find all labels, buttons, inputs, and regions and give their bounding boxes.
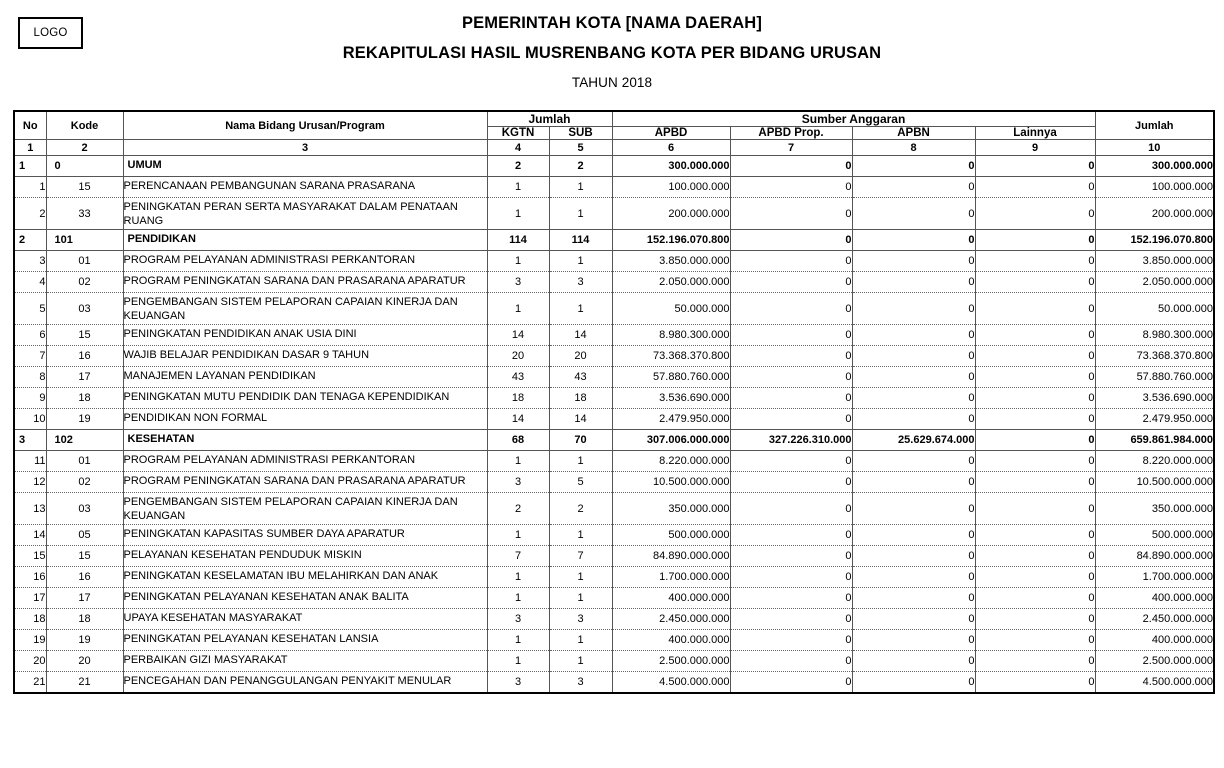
cell-sub: 2	[549, 493, 612, 525]
cell-apbn: 0	[852, 546, 975, 567]
cell-kgtn: 1	[487, 251, 549, 272]
cell-apbd-prop: 0	[730, 325, 852, 346]
col-header-sub: SUB	[549, 127, 612, 140]
cell-lainnya: 0	[975, 672, 1095, 693]
cell-kgtn: 114	[487, 230, 549, 251]
cell-apbd: 152.196.070.800	[612, 230, 730, 251]
cell-apbd-prop: 0	[730, 451, 852, 472]
cell-apbn: 0	[852, 325, 975, 346]
col-header-jumlah-total: Jumlah	[1095, 111, 1214, 140]
header-row-main	[14, 111, 1214, 127]
cell-no: 7	[14, 346, 46, 367]
cell-nama: PERENCANAAN PEMBANGUNAN SARANA PRASARANA	[123, 177, 487, 198]
cell-apbn: 0	[852, 409, 975, 430]
cell-apbd: 2.479.950.000	[612, 409, 730, 430]
cell-sub: 18	[549, 388, 612, 409]
cell-kode: 02	[46, 272, 123, 293]
cell-jumlah: 2.450.000.000	[1095, 609, 1214, 630]
cell-nama: PENDIDIKAN	[123, 230, 487, 251]
cell-apbn: 0	[852, 272, 975, 293]
cell-apbd-prop: 0	[730, 177, 852, 198]
cell-nama: PENINGKATAN PERAN SERTA MASYARAKAT DALAM PENATAAN RUANG	[123, 198, 487, 230]
col-header-lainnya: Lainnya	[975, 127, 1095, 140]
cell-apbd-prop: 0	[730, 272, 852, 293]
cell-jumlah: 3.536.690.000	[1095, 388, 1214, 409]
cell-jumlah: 84.890.000.000	[1095, 546, 1214, 567]
cell-jumlah: 400.000.000	[1095, 630, 1214, 651]
cell-no: 17	[14, 588, 46, 609]
header-row-column-numbers	[14, 140, 1214, 156]
cell-kode: 15	[46, 546, 123, 567]
cell-lainnya: 0	[975, 177, 1095, 198]
cell-sub: 14	[549, 325, 612, 346]
cell-apbd-prop: 0	[730, 525, 852, 546]
table-row	[14, 177, 1214, 198]
cell-sub: 43	[549, 367, 612, 388]
cell-no: 19	[14, 630, 46, 651]
col-number-8: 8	[852, 140, 975, 156]
cell-no: 15	[14, 546, 46, 567]
cell-no: 13	[14, 493, 46, 525]
cell-apbd-prop: 0	[730, 346, 852, 367]
cell-lainnya: 0	[975, 156, 1095, 177]
cell-kgtn: 1	[487, 567, 549, 588]
cell-jumlah: 10.500.000.000	[1095, 472, 1214, 493]
cell-no: 5	[14, 293, 46, 325]
cell-jumlah: 500.000.000	[1095, 525, 1214, 546]
cell-apbn: 0	[852, 251, 975, 272]
cell-no: 4	[14, 272, 46, 293]
cell-kgtn: 14	[487, 325, 549, 346]
table-body	[14, 156, 1214, 693]
cell-kgtn: 1	[487, 293, 549, 325]
cell-apbd-prop: 0	[730, 230, 852, 251]
cell-nama: UMUM	[123, 156, 487, 177]
cell-lainnya: 0	[975, 588, 1095, 609]
cell-apbd: 8.980.300.000	[612, 325, 730, 346]
cell-no: 9	[14, 388, 46, 409]
cell-apbd: 8.220.000.000	[612, 451, 730, 472]
cell-kgtn: 14	[487, 409, 549, 430]
cell-lainnya: 0	[975, 493, 1095, 525]
cell-kode: 17	[46, 367, 123, 388]
cell-kgtn: 3	[487, 609, 549, 630]
table-row	[14, 493, 1214, 525]
cell-kode: 102	[46, 430, 123, 451]
cell-apbn: 0	[852, 630, 975, 651]
cell-lainnya: 0	[975, 546, 1095, 567]
cell-kode: 01	[46, 451, 123, 472]
cell-sub: 1	[549, 198, 612, 230]
cell-kode: 0	[46, 156, 123, 177]
cell-apbd-prop: 0	[730, 672, 852, 693]
cell-nama: PENINGKATAN PELAYANAN KESEHATAN LANSIA	[123, 630, 487, 651]
cell-jumlah: 4.500.000.000	[1095, 672, 1214, 693]
table-row	[14, 472, 1214, 493]
cell-apbn: 0	[852, 567, 975, 588]
document-header	[0, 0, 1224, 104]
cell-no: 16	[14, 567, 46, 588]
cell-nama: PENINGKATAN KAPASITAS SUMBER DAYA APARATUR	[123, 525, 487, 546]
cell-apbd-prop: 0	[730, 198, 852, 230]
cell-jumlah: 50.000.000	[1095, 293, 1214, 325]
cell-lainnya: 0	[975, 251, 1095, 272]
cell-sub: 70	[549, 430, 612, 451]
cell-apbd-prop: 0	[730, 367, 852, 388]
table-row	[14, 409, 1214, 430]
table-section-row	[14, 230, 1214, 251]
recap-table-container	[13, 110, 1213, 694]
col-header-no: No	[14, 111, 46, 140]
cell-apbd: 400.000.000	[612, 588, 730, 609]
cell-kgtn: 2	[487, 156, 549, 177]
cell-no: 1	[14, 156, 46, 177]
cell-sub: 1	[549, 451, 612, 472]
cell-lainnya: 0	[975, 472, 1095, 493]
cell-jumlah: 3.850.000.000	[1095, 251, 1214, 272]
cell-apbd-prop: 0	[730, 293, 852, 325]
cell-no: 2	[14, 198, 46, 230]
cell-apbd-prop: 0	[730, 630, 852, 651]
cell-kode: 03	[46, 293, 123, 325]
cell-no: 18	[14, 609, 46, 630]
table-section-row	[14, 156, 1214, 177]
col-number-7: 7	[730, 140, 852, 156]
cell-kode: 19	[46, 409, 123, 430]
table-row	[14, 525, 1214, 546]
col-number-2: 2	[46, 140, 123, 156]
cell-nama: PENINGKATAN KESELAMATAN IBU MELAHIRKAN DAN ANAK	[123, 567, 487, 588]
cell-apbd: 1.700.000.000	[612, 567, 730, 588]
cell-apbd: 73.368.370.800	[612, 346, 730, 367]
cell-apbd-prop: 0	[730, 567, 852, 588]
cell-apbd-prop: 0	[730, 588, 852, 609]
cell-jumlah: 659.861.984.000	[1095, 430, 1214, 451]
cell-apbd: 4.500.000.000	[612, 672, 730, 693]
cell-apbd-prop: 0	[730, 609, 852, 630]
cell-nama: PROGRAM PENINGKATAN SARANA DAN PRASARANA APARATUR	[123, 472, 487, 493]
cell-sub: 1	[549, 567, 612, 588]
cell-no: 2	[14, 230, 46, 251]
table-section-row	[14, 430, 1214, 451]
cell-nama: PROGRAM PELAYANAN ADMINISTRASI PERKANTORAN	[123, 451, 487, 472]
cell-apbn: 0	[852, 177, 975, 198]
cell-apbd: 500.000.000	[612, 525, 730, 546]
cell-apbn: 0	[852, 156, 975, 177]
cell-lainnya: 0	[975, 388, 1095, 409]
cell-no: 3	[14, 430, 46, 451]
col-number-4: 4	[487, 140, 549, 156]
cell-jumlah: 8.220.000.000	[1095, 451, 1214, 472]
cell-nama: WAJIB BELAJAR PENDIDIKAN DASAR 9 TAHUN	[123, 346, 487, 367]
cell-no: 21	[14, 672, 46, 693]
cell-apbd-prop: 0	[730, 251, 852, 272]
cell-nama: PERBAIKAN GIZI MASYARAKAT	[123, 651, 487, 672]
cell-jumlah: 1.700.000.000	[1095, 567, 1214, 588]
table-head	[14, 111, 1214, 156]
cell-kode: 19	[46, 630, 123, 651]
cell-lainnya: 0	[975, 272, 1095, 293]
cell-lainnya: 0	[975, 567, 1095, 588]
cell-apbn: 0	[852, 609, 975, 630]
cell-lainnya: 0	[975, 346, 1095, 367]
cell-kgtn: 1	[487, 525, 549, 546]
cell-jumlah: 57.880.760.000	[1095, 367, 1214, 388]
table-row	[14, 588, 1214, 609]
cell-kode: 05	[46, 525, 123, 546]
cell-apbn: 0	[852, 651, 975, 672]
cell-jumlah: 8.980.300.000	[1095, 325, 1214, 346]
cell-jumlah: 73.368.370.800	[1095, 346, 1214, 367]
table-row	[14, 388, 1214, 409]
cell-kode: 15	[46, 177, 123, 198]
cell-kgtn: 1	[487, 451, 549, 472]
cell-nama: KESEHATAN	[123, 430, 487, 451]
cell-sub: 2	[549, 156, 612, 177]
cell-nama: PENGEMBANGAN SISTEM PELAPORAN CAPAIAN KINERJA DAN KEUANGAN	[123, 293, 487, 325]
table-row	[14, 198, 1214, 230]
cell-nama: UPAYA KESEHATAN MASYARAKAT	[123, 609, 487, 630]
cell-jumlah: 100.000.000	[1095, 177, 1214, 198]
logo-label: LOGO	[33, 27, 68, 39]
cell-nama: PELAYANAN KESEHATAN PENDUDUK MISKIN	[123, 546, 487, 567]
cell-kode: 21	[46, 672, 123, 693]
cell-sub: 3	[549, 672, 612, 693]
cell-sub: 1	[549, 588, 612, 609]
cell-no: 11	[14, 451, 46, 472]
table-row	[14, 367, 1214, 388]
cell-sub: 1	[549, 525, 612, 546]
table-row	[14, 546, 1214, 567]
col-header-kode: Kode	[46, 111, 123, 140]
cell-jumlah: 2.050.000.000	[1095, 272, 1214, 293]
cell-apbn: 0	[852, 388, 975, 409]
col-number-10: 10	[1095, 140, 1214, 156]
cell-apbn: 0	[852, 230, 975, 251]
cell-lainnya: 0	[975, 409, 1095, 430]
cell-sub: 1	[549, 651, 612, 672]
cell-kode: 18	[46, 609, 123, 630]
cell-apbd: 3.850.000.000	[612, 251, 730, 272]
cell-kgtn: 1	[487, 630, 549, 651]
cell-sub: 20	[549, 346, 612, 367]
cell-kgtn: 68	[487, 430, 549, 451]
cell-lainnya: 0	[975, 230, 1095, 251]
cell-kode: 18	[46, 388, 123, 409]
cell-kgtn: 3	[487, 472, 549, 493]
table-row	[14, 567, 1214, 588]
cell-nama: MANAJEMEN LAYANAN PENDIDIKAN	[123, 367, 487, 388]
cell-apbd: 350.000.000	[612, 493, 730, 525]
cell-jumlah: 2.479.950.000	[1095, 409, 1214, 430]
cell-sub: 1	[549, 293, 612, 325]
cell-kode: 16	[46, 567, 123, 588]
cell-nama: PROGRAM PENINGKATAN SARANA DAN PRASARANA APARATUR	[123, 272, 487, 293]
cell-apbn: 0	[852, 588, 975, 609]
cell-sub: 114	[549, 230, 612, 251]
cell-apbn: 0	[852, 672, 975, 693]
cell-apbn: 0	[852, 493, 975, 525]
col-header-apbd: APBD	[612, 127, 730, 140]
table-row	[14, 272, 1214, 293]
cell-apbd: 100.000.000	[612, 177, 730, 198]
cell-apbd: 84.890.000.000	[612, 546, 730, 567]
table-row	[14, 325, 1214, 346]
cell-no: 12	[14, 472, 46, 493]
cell-kgtn: 1	[487, 177, 549, 198]
cell-no: 10	[14, 409, 46, 430]
col-header-kgtn: KGTN	[487, 127, 549, 140]
cell-apbn: 25.629.674.000	[852, 430, 975, 451]
col-header-apbd-prop: APBD Prop.	[730, 127, 852, 140]
cell-kode: 01	[46, 251, 123, 272]
col-header-sumber-anggaran-group: Sumber Anggaran	[612, 111, 1095, 127]
cell-nama: PENDIDIKAN NON FORMAL	[123, 409, 487, 430]
cell-apbd: 50.000.000	[612, 293, 730, 325]
table-row	[14, 651, 1214, 672]
cell-jumlah: 350.000.000	[1095, 493, 1214, 525]
cell-apbd: 300.000.000	[612, 156, 730, 177]
cell-lainnya: 0	[975, 430, 1095, 451]
table-row	[14, 609, 1214, 630]
cell-kgtn: 1	[487, 588, 549, 609]
cell-kgtn: 3	[487, 272, 549, 293]
table-row	[14, 630, 1214, 651]
cell-kgtn: 18	[487, 388, 549, 409]
cell-no: 1	[14, 177, 46, 198]
cell-kode: 16	[46, 346, 123, 367]
cell-kgtn: 20	[487, 346, 549, 367]
document-title-line2: REKAPITULASI HASIL MUSRENBANG KOTA PER BIDANG URUSAN	[342, 43, 882, 62]
cell-kgtn: 1	[487, 651, 549, 672]
cell-apbd-prop: 327.226.310.000	[730, 430, 852, 451]
cell-sub: 1	[549, 251, 612, 272]
cell-apbd: 400.000.000	[612, 630, 730, 651]
cell-sub: 1	[549, 630, 612, 651]
cell-apbd-prop: 0	[730, 388, 852, 409]
col-number-3: 3	[123, 140, 487, 156]
col-header-apbn: APBN	[852, 127, 975, 140]
cell-nama: PENINGKATAN PELAYANAN KESEHATAN ANAK BALITA	[123, 588, 487, 609]
cell-apbd-prop: 0	[730, 472, 852, 493]
recap-table	[13, 110, 1215, 694]
col-number-6: 6	[612, 140, 730, 156]
cell-kgtn: 7	[487, 546, 549, 567]
cell-apbd: 2.450.000.000	[612, 609, 730, 630]
table-row	[14, 293, 1214, 325]
cell-lainnya: 0	[975, 198, 1095, 230]
cell-apbd: 200.000.000	[612, 198, 730, 230]
cell-apbd: 3.536.690.000	[612, 388, 730, 409]
cell-nama: PENGEMBANGAN SISTEM PELAPORAN CAPAIAN KINERJA DAN KEUANGAN	[123, 493, 487, 525]
cell-apbn: 0	[852, 451, 975, 472]
cell-nama: PENCEGAHAN DAN PENANGGULANGAN PENYAKIT MENULAR	[123, 672, 487, 693]
cell-no: 3	[14, 251, 46, 272]
cell-lainnya: 0	[975, 293, 1095, 325]
cell-kode: 101	[46, 230, 123, 251]
cell-nama: PENINGKATAN MUTU PENDIDIK DAN TENAGA KEPENDIDIKAN	[123, 388, 487, 409]
cell-jumlah: 200.000.000	[1095, 198, 1214, 230]
cell-lainnya: 0	[975, 630, 1095, 651]
cell-kgtn: 43	[487, 367, 549, 388]
cell-kgtn: 3	[487, 672, 549, 693]
cell-apbd: 2.050.000.000	[612, 272, 730, 293]
cell-jumlah: 300.000.000	[1095, 156, 1214, 177]
col-number-9: 9	[975, 140, 1095, 156]
cell-apbd: 2.500.000.000	[612, 651, 730, 672]
table-row	[14, 672, 1214, 693]
cell-sub: 5	[549, 472, 612, 493]
title-block	[0, 8, 1224, 90]
cell-kode: 17	[46, 588, 123, 609]
table-row	[14, 451, 1214, 472]
cell-kode: 03	[46, 493, 123, 525]
cell-kode: 02	[46, 472, 123, 493]
cell-sub: 3	[549, 272, 612, 293]
document-title-year: TAHUN 2018	[571, 74, 653, 90]
cell-lainnya: 0	[975, 451, 1095, 472]
cell-lainnya: 0	[975, 609, 1095, 630]
cell-apbn: 0	[852, 346, 975, 367]
cell-no: 8	[14, 367, 46, 388]
cell-apbd-prop: 0	[730, 156, 852, 177]
cell-lainnya: 0	[975, 325, 1095, 346]
col-header-jumlah-group: Jumlah	[487, 111, 612, 127]
cell-apbn: 0	[852, 198, 975, 230]
cell-apbn: 0	[852, 293, 975, 325]
cell-apbd-prop: 0	[730, 493, 852, 525]
cell-apbn: 0	[852, 367, 975, 388]
cell-lainnya: 0	[975, 525, 1095, 546]
cell-kgtn: 2	[487, 493, 549, 525]
cell-lainnya: 0	[975, 367, 1095, 388]
cell-sub: 7	[549, 546, 612, 567]
cell-jumlah: 152.196.070.800	[1095, 230, 1214, 251]
cell-kode: 33	[46, 198, 123, 230]
cell-no: 20	[14, 651, 46, 672]
cell-no: 6	[14, 325, 46, 346]
cell-jumlah: 2.500.000.000	[1095, 651, 1214, 672]
cell-apbd-prop: 0	[730, 409, 852, 430]
table-row	[14, 346, 1214, 367]
cell-apbn: 0	[852, 472, 975, 493]
cell-sub: 14	[549, 409, 612, 430]
col-number-5: 5	[549, 140, 612, 156]
cell-apbn: 0	[852, 525, 975, 546]
cell-jumlah: 400.000.000	[1095, 588, 1214, 609]
cell-kgtn: 1	[487, 198, 549, 230]
cell-nama: PENINGKATAN PENDIDIKAN ANAK USIA DINI	[123, 325, 487, 346]
document-title-line1: PEMERINTAH KOTA [NAMA DAERAH]	[462, 14, 762, 32]
cell-lainnya: 0	[975, 651, 1095, 672]
cell-sub: 1	[549, 177, 612, 198]
cell-kode: 20	[46, 651, 123, 672]
cell-apbd-prop: 0	[730, 651, 852, 672]
cell-kode: 15	[46, 325, 123, 346]
table-row	[14, 251, 1214, 272]
col-header-nama: Nama Bidang Urusan/Program	[123, 111, 487, 140]
cell-apbd: 10.500.000.000	[612, 472, 730, 493]
cell-sub: 3	[549, 609, 612, 630]
cell-nama: PROGRAM PELAYANAN ADMINISTRASI PERKANTORAN	[123, 251, 487, 272]
cell-apbd-prop: 0	[730, 546, 852, 567]
logo-placeholder	[18, 17, 83, 49]
cell-apbd: 57.880.760.000	[612, 367, 730, 388]
cell-no: 14	[14, 525, 46, 546]
col-number-1: 1	[14, 140, 46, 156]
cell-apbd: 307.006.000.000	[612, 430, 730, 451]
